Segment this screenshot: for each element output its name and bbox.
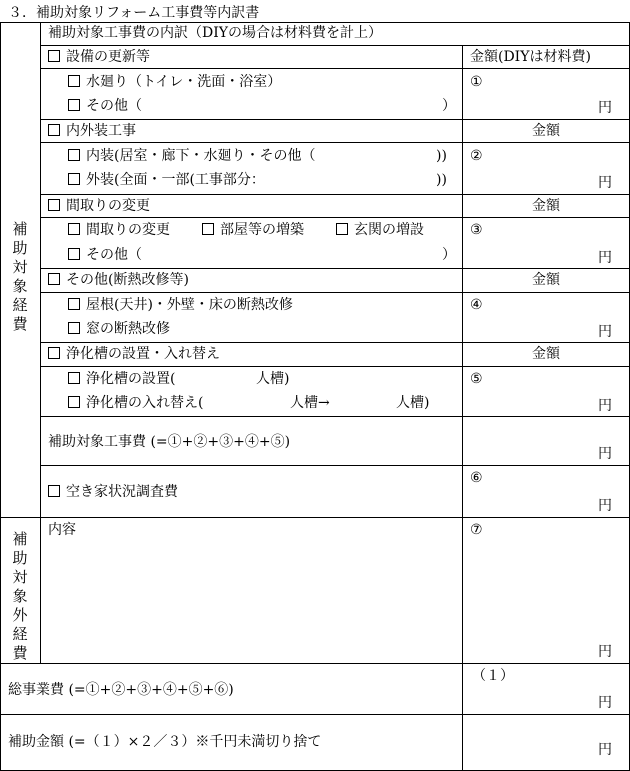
checkbox-insulation[interactable]: その他(断熱改修等) (48, 272, 189, 288)
checkbox-equipment-update[interactable]: 設備の更新等 (48, 49, 150, 65)
circled-number-4: ④ (470, 297, 483, 313)
checkbox-water-area[interactable]: 水廻り（トイレ・洗面・浴室） (68, 74, 281, 90)
subsidy-label: 補助金額 (=（１）×２／３）※千円未満切り捨て (8, 734, 322, 750)
circled-number-1: ① (470, 74, 483, 90)
yen-unit-subtotal: 円 (598, 446, 612, 462)
checkbox-entrance-addition[interactable]: 玄関の増設 (336, 222, 424, 238)
amount-label-5: 金額 (532, 346, 560, 362)
circled-number-5: ⑤ (470, 371, 483, 387)
yen-unit-4: 円 (598, 324, 612, 340)
amount-label-4: 金額 (532, 272, 560, 288)
document-title: ３．補助対象リフォーム工事費等内訳書 (8, 5, 260, 21)
yen-unit-total: 円 (598, 695, 612, 711)
yen-unit-5: 円 (598, 398, 612, 414)
breakdown-form: 補 助 対 象 経 費 補 助 対 象 外 経 費 補助対象工事費の内訳（DIYの場合は材料費を計上） 設備の更新等 金額(DIYは材料費) 水廻り（トイレ・洗面・浴室） その他（ ） ① 円 内外装工事 金額 内装(居室・廊下・水廻り・その他（ )) 外装(全面・一部(工事部分： )) ② 円 間取りの変更 金額 間取りの変更 部屋等の増築 玄関の増設 その他（ ） ③ 円 その他(断熱改修等) 金額 屋根(天井)・外壁・床の断熱改修 窓の断熱改修 ④ 円 浄化槽の設置・入れ替え 金額 浄化槽の設置( 人槽) 浄化槽の入れ替え( 人槽→ 人槽) ⑤ 円 補助対象工事費 (=①+②+③+④+⑤) 円 空き家状況調査費 ⑥ 円 内容 ⑦ 円 総事業費 (=①+②+③+④+⑤+⑥) （１） 円 補助金額 (=（１）×２／３）※千円未満切り捨て 円 (0, 22, 630, 771)
checkbox-room-extension[interactable]: 部屋等の増築 (202, 222, 304, 238)
checkbox-window-insulation[interactable]: 窓の断熱改修 (68, 321, 170, 337)
checkbox-equipment-other[interactable]: その他（ (68, 98, 142, 114)
circled-number-7: ⑦ (470, 522, 483, 538)
yen-unit-2: 円 (598, 175, 612, 191)
yen-unit-subsidy: 円 (598, 742, 612, 758)
yen-unit-3: 円 (598, 250, 612, 266)
checkbox-septic-replace[interactable]: 浄化槽の入れ替え( (68, 395, 203, 411)
circled-number-2: ② (470, 148, 483, 164)
uncovered-content-label: 内容 (48, 522, 76, 538)
bracket-close: ） (442, 98, 456, 114)
circled-number-3: ③ (470, 222, 483, 238)
checkbox-roof-wall-floor[interactable]: 屋根(天井)・外壁・床の断熱改修 (68, 297, 293, 313)
uncovered-content-field[interactable] (41, 518, 461, 662)
checkbox-layout-change[interactable]: 間取りの変更 (68, 222, 170, 238)
subtotal-label: 補助対象工事費 (=①+②+③+④+⑤) (48, 434, 291, 450)
checkbox-vacant-house-survey[interactable]: 空き家状況調査費 (48, 484, 178, 500)
amount-label-3: 金額 (532, 198, 560, 214)
total-number: （１） (472, 668, 514, 684)
yen-unit-7: 円 (598, 644, 612, 660)
yen-unit-6: 円 (598, 498, 612, 514)
checkbox-septic-tank[interactable]: 浄化槽の設置・入れ替え (48, 346, 220, 362)
checkbox-floorplan-change[interactable]: 間取りの変更 (48, 198, 150, 214)
checkbox-floorplan-other[interactable]: その他（ (68, 247, 142, 263)
yen-unit-1: 円 (598, 100, 612, 116)
circled-number-6: ⑥ (470, 470, 483, 486)
side-label-covered: 補 助 対 象 経 費 (12, 220, 28, 333)
total-label: 総事業費 (=①+②+③+④+⑤+⑥) (8, 682, 234, 698)
checkbox-exterior[interactable]: 外装(全面・一部(工事部分： (68, 172, 265, 188)
checkbox-septic-install[interactable]: 浄化槽の設置( (68, 371, 175, 387)
breakdown-header: 補助対象工事費の内訳（DIYの場合は材料費を計上） (48, 25, 382, 41)
amount-header: 金額(DIYは材料費) (470, 49, 591, 65)
checkbox-interior-exterior[interactable]: 内外装工事 (48, 123, 136, 139)
amount-label-2: 金額 (532, 123, 560, 139)
side-label-uncovered: 補 助 対 象 外 経 費 (12, 530, 28, 662)
checkbox-interior[interactable]: 内装(居室・廊下・水廻り・その他（ (68, 148, 315, 164)
